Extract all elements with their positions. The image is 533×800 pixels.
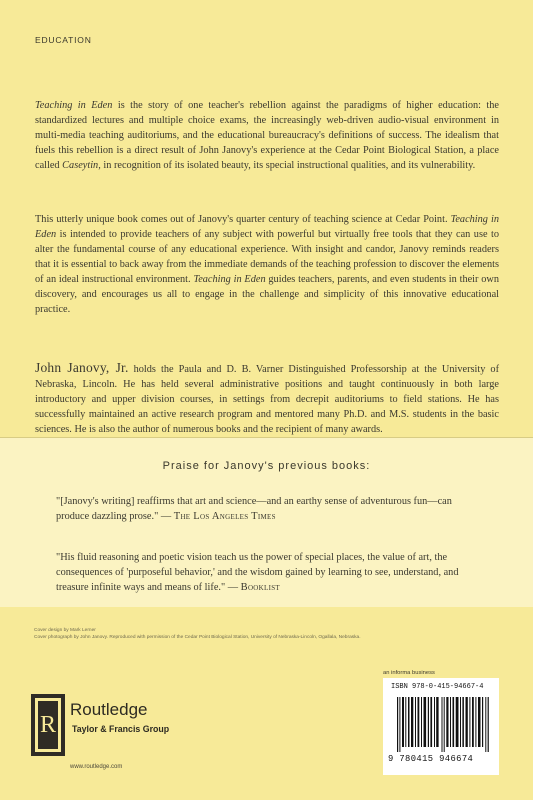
praise-title: Praise for Janovy's previous books: [162, 460, 371, 472]
cover-design-credit: Cover design by Mark Lerner [34, 628, 96, 633]
isbn-text: ISBN 978-0-415-94667-4 [391, 683, 484, 691]
paragraph-1-text: is the story of one teacher's rebellion against the paradigms of higher education: the standardized lectures and multiple choice exams, the increasingly web-driven audio-visual environment in multi-media teaching auditoriums, and the educational bureaucracy's definitions of success. The idealism that fuels this rebellion is a direct result of John Janovy's experience at the Cedar Point Biological Station, a place called [35, 100, 499, 171]
informa-label: an informa business [383, 670, 435, 676]
publisher-panel [0, 607, 533, 800]
author-bio-text: holds the Paula and D. B. Varner Distinguished Professorship at the University of Nebraska, Lincoln. He has held several administrative positions and taught continuously in both large introductory and upper division courses, in settings from decrepit auditoriums to field stations. He has successfully maintained an active research program and mentored many Ph.D. and M.S. students in the basic sciences. He is also the author of numerous books and the recipient of many awards. [35, 364, 500, 435]
cover-photo-credit: Cover photograph by John Janovy. Reproduced with permission of the Cedar Point Biological Station, University of Nebraska-Lincoln, Ogallala, Nebraska. [34, 635, 361, 640]
description-paragraph-2 [35, 212, 499, 317]
praise-quote-1 [56, 494, 481, 524]
book-title-italic: Teaching in Eden [35, 214, 499, 240]
routledge-logo [31, 694, 65, 756]
description-paragraph-1 [35, 98, 499, 173]
category-label: EDUCATION [35, 35, 92, 45]
cover-credits [34, 627, 494, 641]
logo-letter: R [39, 712, 57, 738]
author-bio [35, 360, 499, 437]
author-name: John Janovy, Jr. [35, 360, 129, 375]
praise-box [0, 437, 533, 608]
barcode-number: 9 780415 946674 [388, 754, 474, 764]
barcode-graphic [397, 697, 489, 752]
book-title-italic: Teaching in Eden [193, 274, 266, 285]
paragraph-2-end: guides teachers, parents, and even students in their own discovery, and encourages us all to engage in the challenge and simplicity of this innovative educational practice. [35, 274, 499, 315]
barcode-box [383, 678, 499, 775]
quote-1-text: "[Janovy's writing] reaffirms that art and science—and an earthy sense of adventurous fun—can produce dazzling prose." — [56, 496, 452, 522]
paragraph-2-text: This utterly unique book comes out of Janovy's quarter century of teaching science at Cedar Point. [35, 214, 448, 225]
place-name: Caseytin, [62, 160, 101, 171]
publisher-name: Routledge [70, 700, 148, 719]
book-title-italic: Teaching in Eden [35, 100, 113, 111]
quote-2-text: "His fluid reasoning and poetic vision teach us the power of special places, the value of art, the consequences of 'purposeful behavior,' and the wisdom gained by learning to see, understand, and treasure infinite ways and means of life." — [56, 552, 459, 593]
publisher-url[interactable]: www.routledge.com [70, 764, 123, 770]
quote-1-source: The Los Angeles Times [173, 511, 276, 522]
publisher-group: Taylor & Francis Group [72, 724, 170, 734]
quote-2-source: Booklist [240, 582, 280, 593]
paragraph-2-mid: is intended to provide teachers of any subject with powerful but virtually free tools that they can use to alter the fundamental course of any educational experience. With insight and candor, Janovy reminds readers that it is essential to back away from the immediate demands of the teaching profession to discover the elements of an ideal instructional environment. [35, 229, 500, 285]
paragraph-1-tail: in recognition of its isolated beauty, its special instructional qualities, and its vulnerability. [103, 160, 476, 171]
praise-quote-2 [56, 550, 481, 595]
